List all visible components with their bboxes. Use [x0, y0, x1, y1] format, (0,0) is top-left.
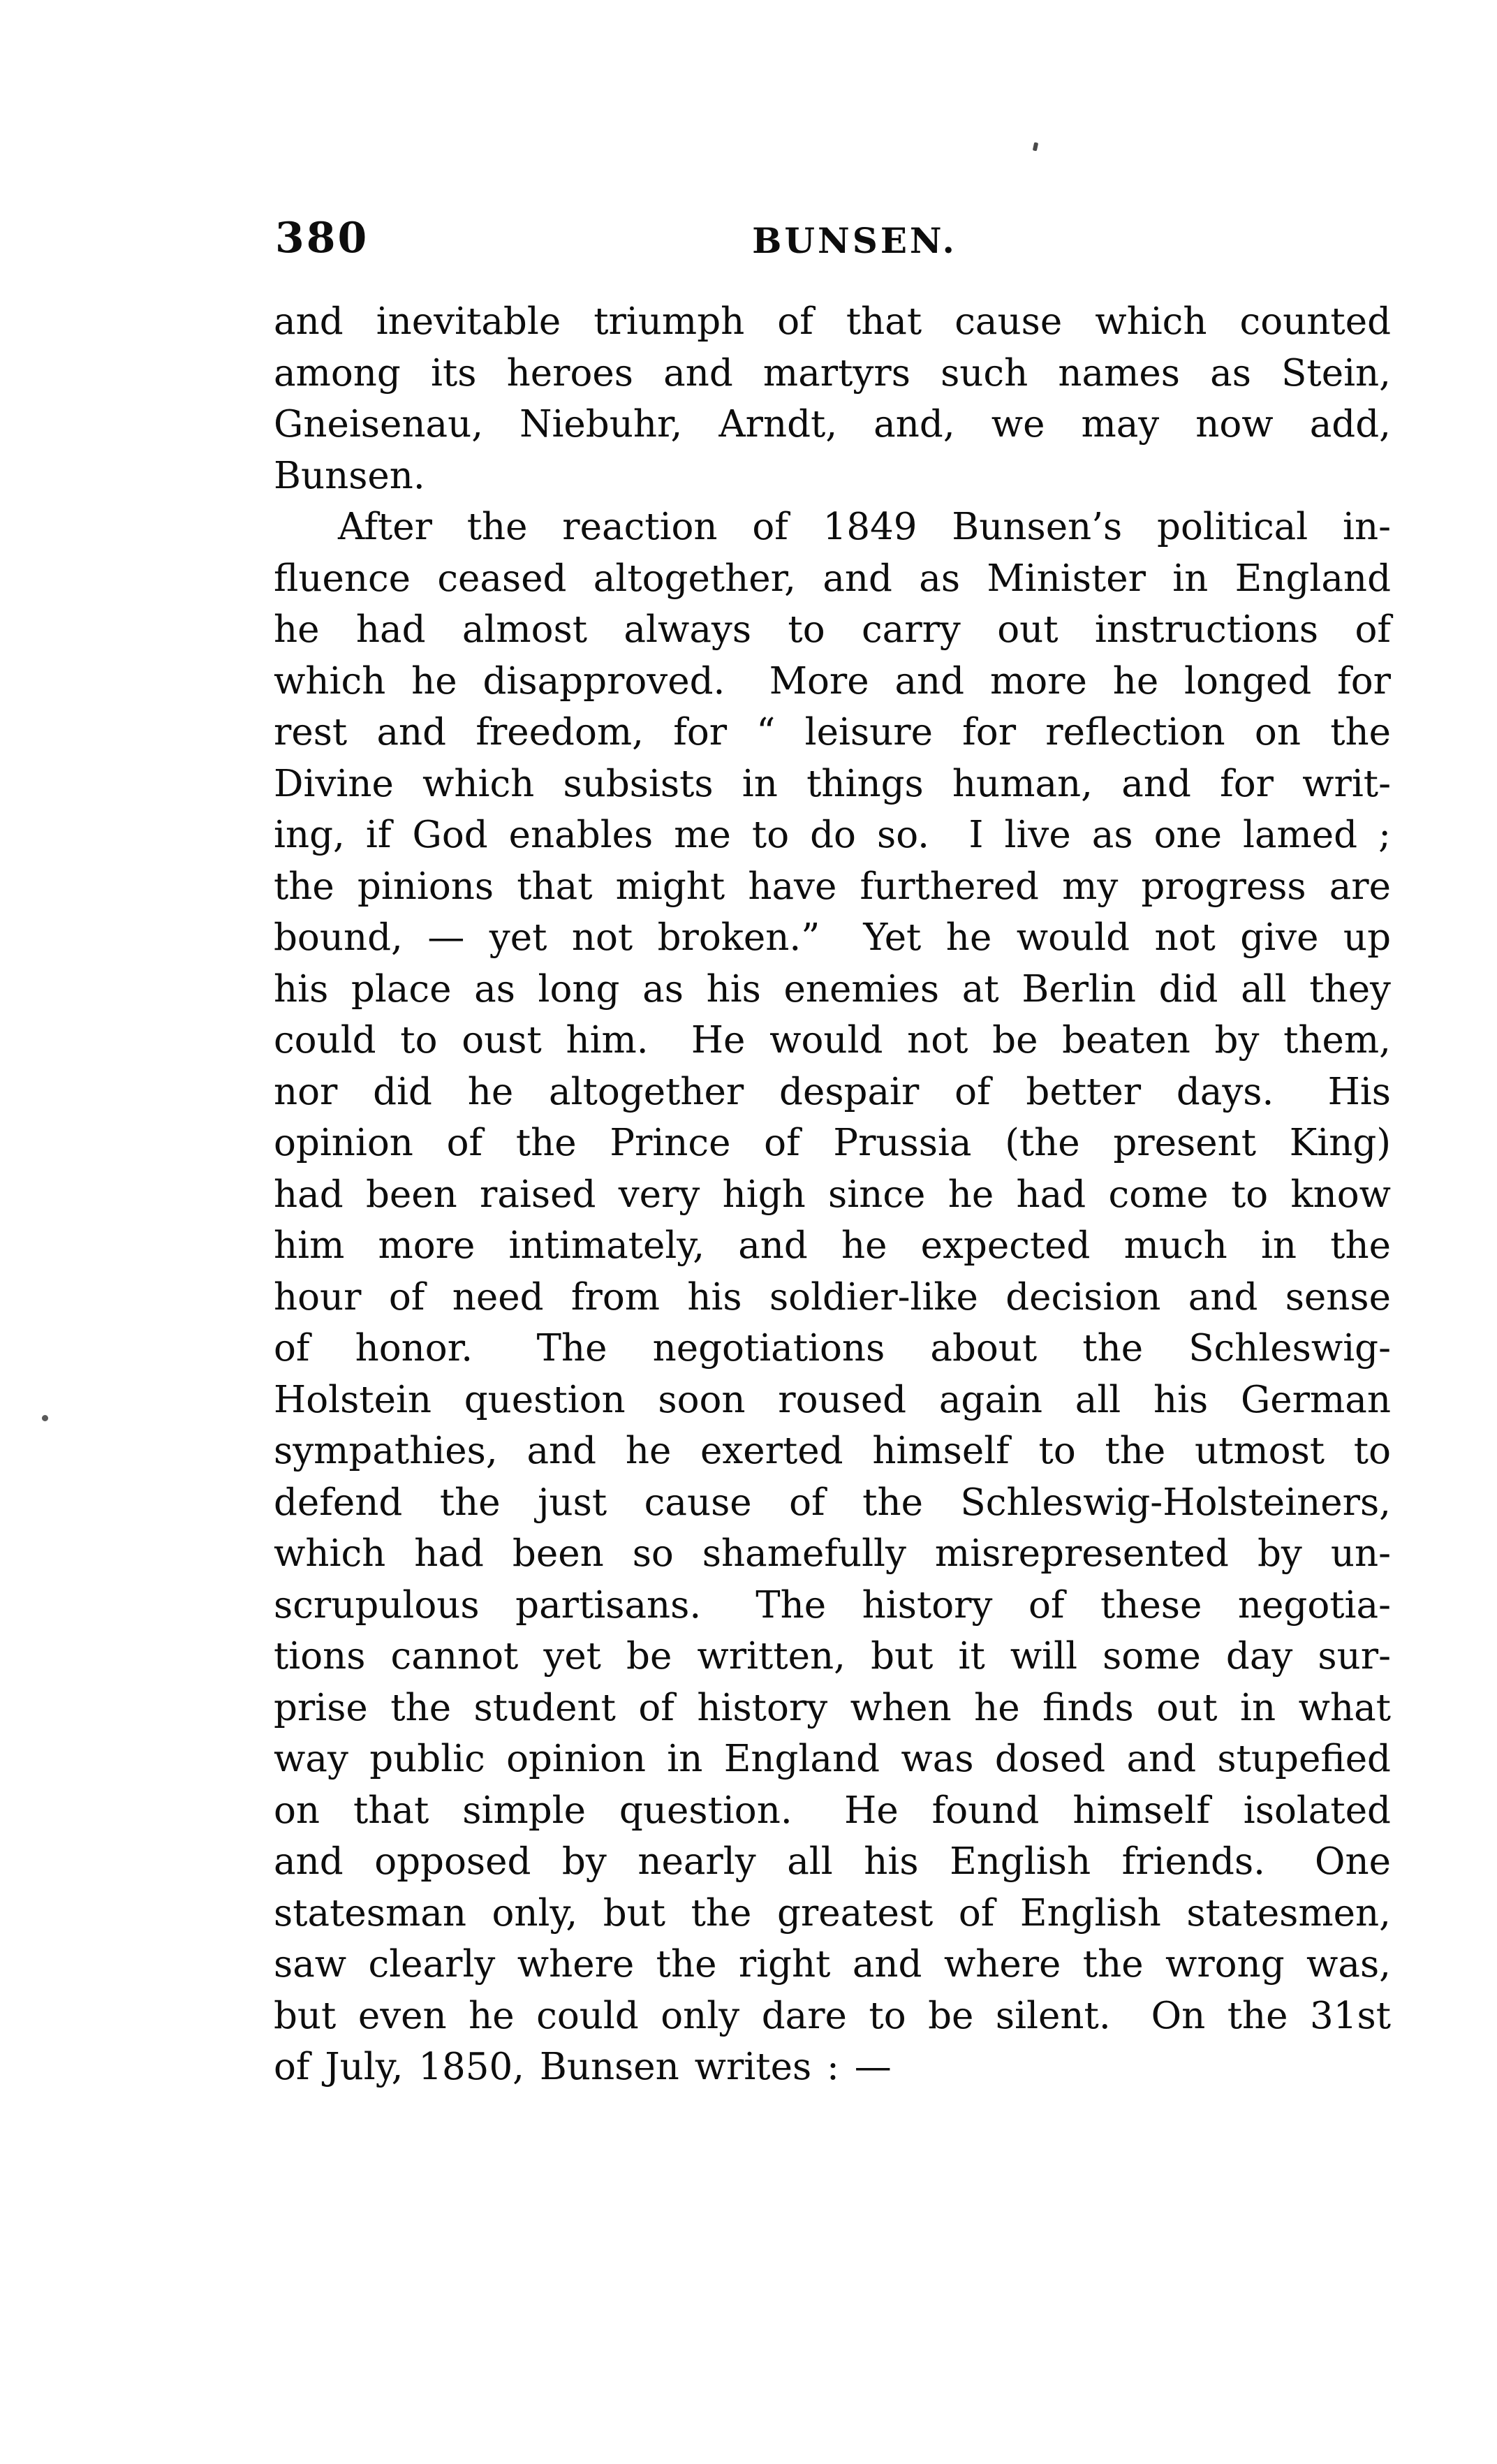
text-line: rest and freedom, for “ leisure for reflection on the [274, 711, 1391, 754]
running-title: BUNSEN. [752, 220, 957, 261]
text-line: Divine which subsists in things human, and for writ- [274, 762, 1391, 805]
text-line: of July, 1850, Bunsen writes : — [274, 2046, 892, 2088]
text-line: could to oust him. He would not be beaten by them, [274, 1019, 1391, 1062]
text-line: defend the just cause of the Schleswig-Holsteiners, [274, 1481, 1391, 1524]
text-line: he had almost always to carry out instructions of [274, 608, 1391, 651]
scan-dot-artifact [42, 1415, 48, 1421]
text-line: After the reaction of 1849 Bunsen’s political in- [338, 506, 1391, 548]
text-line: which had been so shamefully misrepresented by un- [274, 1532, 1391, 1575]
text-line: prise the student of history when he finds out in what [274, 1686, 1391, 1729]
text-line: and inevitable triumph of that cause which counted [274, 300, 1391, 343]
text-line: the pinions that might have furthered my progress are [274, 865, 1391, 908]
page-header [274, 215, 1391, 271]
text-line: Holstein question soon roused again all his German [274, 1378, 1391, 1421]
text-line: had been raised very high since he had come to know [274, 1173, 1391, 1216]
text-line: saw clearly where the right and where the wrong was, [274, 1943, 1391, 1986]
text-line: ing, if God enables me to do so. I live as one lamed ; [274, 814, 1391, 856]
text-line: Gneisenau, Niebuhr, Arndt, and, we may now add, [274, 403, 1391, 446]
text-line: fluence ceased altogether, and as Minister in England [274, 557, 1391, 600]
scan-speck-artifact [1033, 142, 1038, 152]
text-line: hour of need from his soldier-like decision and sense [274, 1275, 1391, 1319]
text-line: him more intimately, and he expected much in the [274, 1224, 1391, 1267]
body-text [274, 296, 1391, 2093]
text-line: of honor. The negotiations about the Schleswig- [274, 1327, 1391, 1370]
text-line: among its heroes and martyrs such names as Stein, [274, 351, 1391, 395]
text-line: scrupulous partisans. The history of these negotia- [274, 1583, 1391, 1627]
text-line: and opposed by nearly all his English friends. One [274, 1840, 1391, 1883]
text-line: way public opinion in England was dosed and stupefied [274, 1738, 1391, 1780]
text-line: Bunsen. [274, 454, 425, 497]
text-line: statesman only, but the greatest of English statesmen, [274, 1891, 1391, 1935]
text-line: nor did he altogether despair of better days. His [274, 1070, 1391, 1113]
text-line: but even he could only dare to be silent. On the 31st [274, 1994, 1391, 2037]
text-line: on that simple question. He found himself isolated [274, 1789, 1391, 1832]
text-line: his place as long as his enemies at Berlin did all they [274, 967, 1391, 1011]
page-number: 380 [275, 214, 369, 263]
text-line: tions cannot yet be written, but it will some day sur- [274, 1635, 1391, 1678]
text-line: bound, — yet not broken.” Yet he would not give up [274, 916, 1391, 959]
text-line: opinion of the Prince of Prussia (the present King) [274, 1122, 1391, 1164]
text-line: sympathies, and he exerted himself to the utmost to [274, 1430, 1391, 1472]
text-line: which he disapproved. More and more he longed for [274, 659, 1391, 703]
